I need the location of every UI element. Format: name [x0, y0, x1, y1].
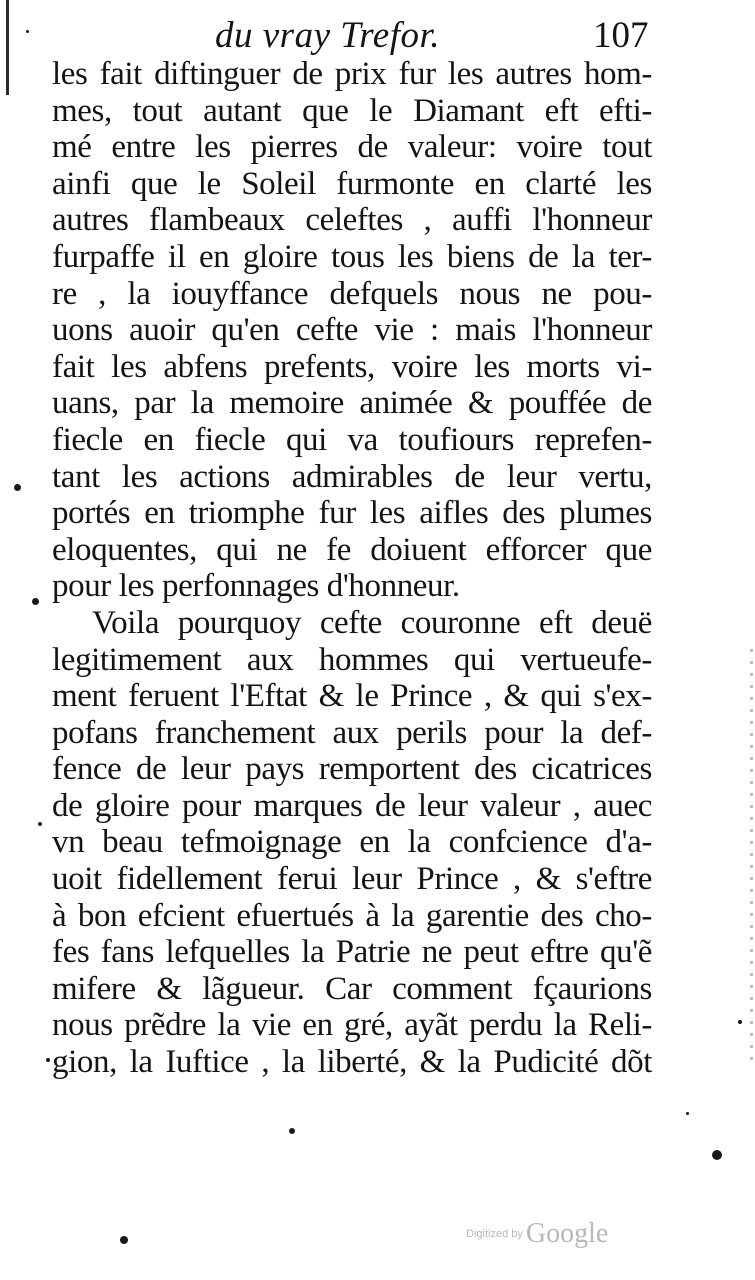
text-line: eloquentes, qui ne fe doiuent efforcer que	[52, 531, 652, 568]
scan-edge-noise	[750, 640, 753, 1060]
body-text	[52, 56, 652, 1081]
text-line: de gloire pour marques de leur valeur , auec	[52, 787, 652, 824]
scan-speck	[120, 1236, 128, 1244]
watermark-prefix: Digitized by	[466, 1228, 523, 1240]
text-line: vn beau tefmoignage en la confcience d'a-	[52, 824, 652, 861]
text-line: mé entre les pierres de valeur: voire tout	[52, 129, 652, 166]
text-line: autres flambeaux celeftes , auffi l'honneur	[52, 202, 652, 239]
scan-speck	[686, 1112, 689, 1115]
scan-speck	[32, 598, 39, 605]
text-line-paragraph-end: pour les perfonnages d'honneur.	[52, 568, 460, 605]
text-line: re , la iouyffance defquels nous ne pou-	[52, 275, 652, 312]
watermark-brand: Google	[525, 1218, 609, 1249]
text-line: nous prẽdre la vie en gré, ayãt perdu la Reli-	[52, 1007, 652, 1044]
text-line: à bon efcient efuertués à la garentie des cho-	[52, 897, 652, 934]
text-line: fence de leur pays remportent des cicatrices	[52, 751, 652, 788]
scan-speck	[14, 484, 21, 491]
page-number: 107	[593, 15, 649, 56]
text-line: ainfi que le Soleil furmonte en clarté les	[52, 165, 652, 202]
text-line: gion, la Iuftice , la liberté, & la Pudicité dõt	[52, 1044, 652, 1081]
text-line: mifere & lãgueur. Car comment fçaurions	[52, 970, 652, 1007]
running-head: du vray Trefor.	[215, 15, 441, 56]
text-line: tant les actions admirables de leur vertu,	[52, 458, 652, 495]
text-line-paragraph-start: Voila pourquoy cefte couronne eft deuë	[92, 604, 652, 641]
text-line: mes, tout autant que le Diamant eft efti-	[52, 92, 652, 129]
scan-speck	[289, 1128, 295, 1134]
text-line: portés en triomphe fur les aifles des plumes	[52, 495, 652, 532]
digitization-watermark	[466, 1218, 608, 1250]
text-line: uons auoir qu'en cefte vie : mais l'honneur	[52, 312, 652, 349]
scan-speck	[38, 822, 42, 826]
text-line: fait les abfens prefents, voire les morts vi-	[52, 348, 652, 385]
scan-speck	[46, 1058, 50, 1062]
text-line: les fait diftinguer de prix fur les autres hom-	[52, 56, 652, 92]
text-line: uans, par la memoire animée & pouffée de	[52, 385, 652, 422]
text-line: uoit fidellement ferui leur Prince , & s'eftre	[52, 861, 652, 898]
binding-edge	[6, 0, 9, 95]
scan-speck	[738, 1020, 742, 1024]
text-line: furpaffe il en gloire tous les biens de la ter-	[52, 238, 652, 275]
scan-speck	[26, 30, 29, 33]
text-line: legitimement aux hommes qui vertueufe-	[52, 641, 652, 678]
text-line: fiecle en fiecle qui va toufiours reprefen-	[52, 421, 652, 458]
text-line: pofans franchement aux perils pour la def-	[52, 714, 652, 751]
text-line: fes fans lefquelles la Patrie ne peut eftre qu'ẽ	[52, 934, 652, 971]
text-line: ment feruent l'Eftat & le Prince , & qui s'ex-	[52, 678, 652, 715]
scan-speck	[712, 1150, 722, 1160]
